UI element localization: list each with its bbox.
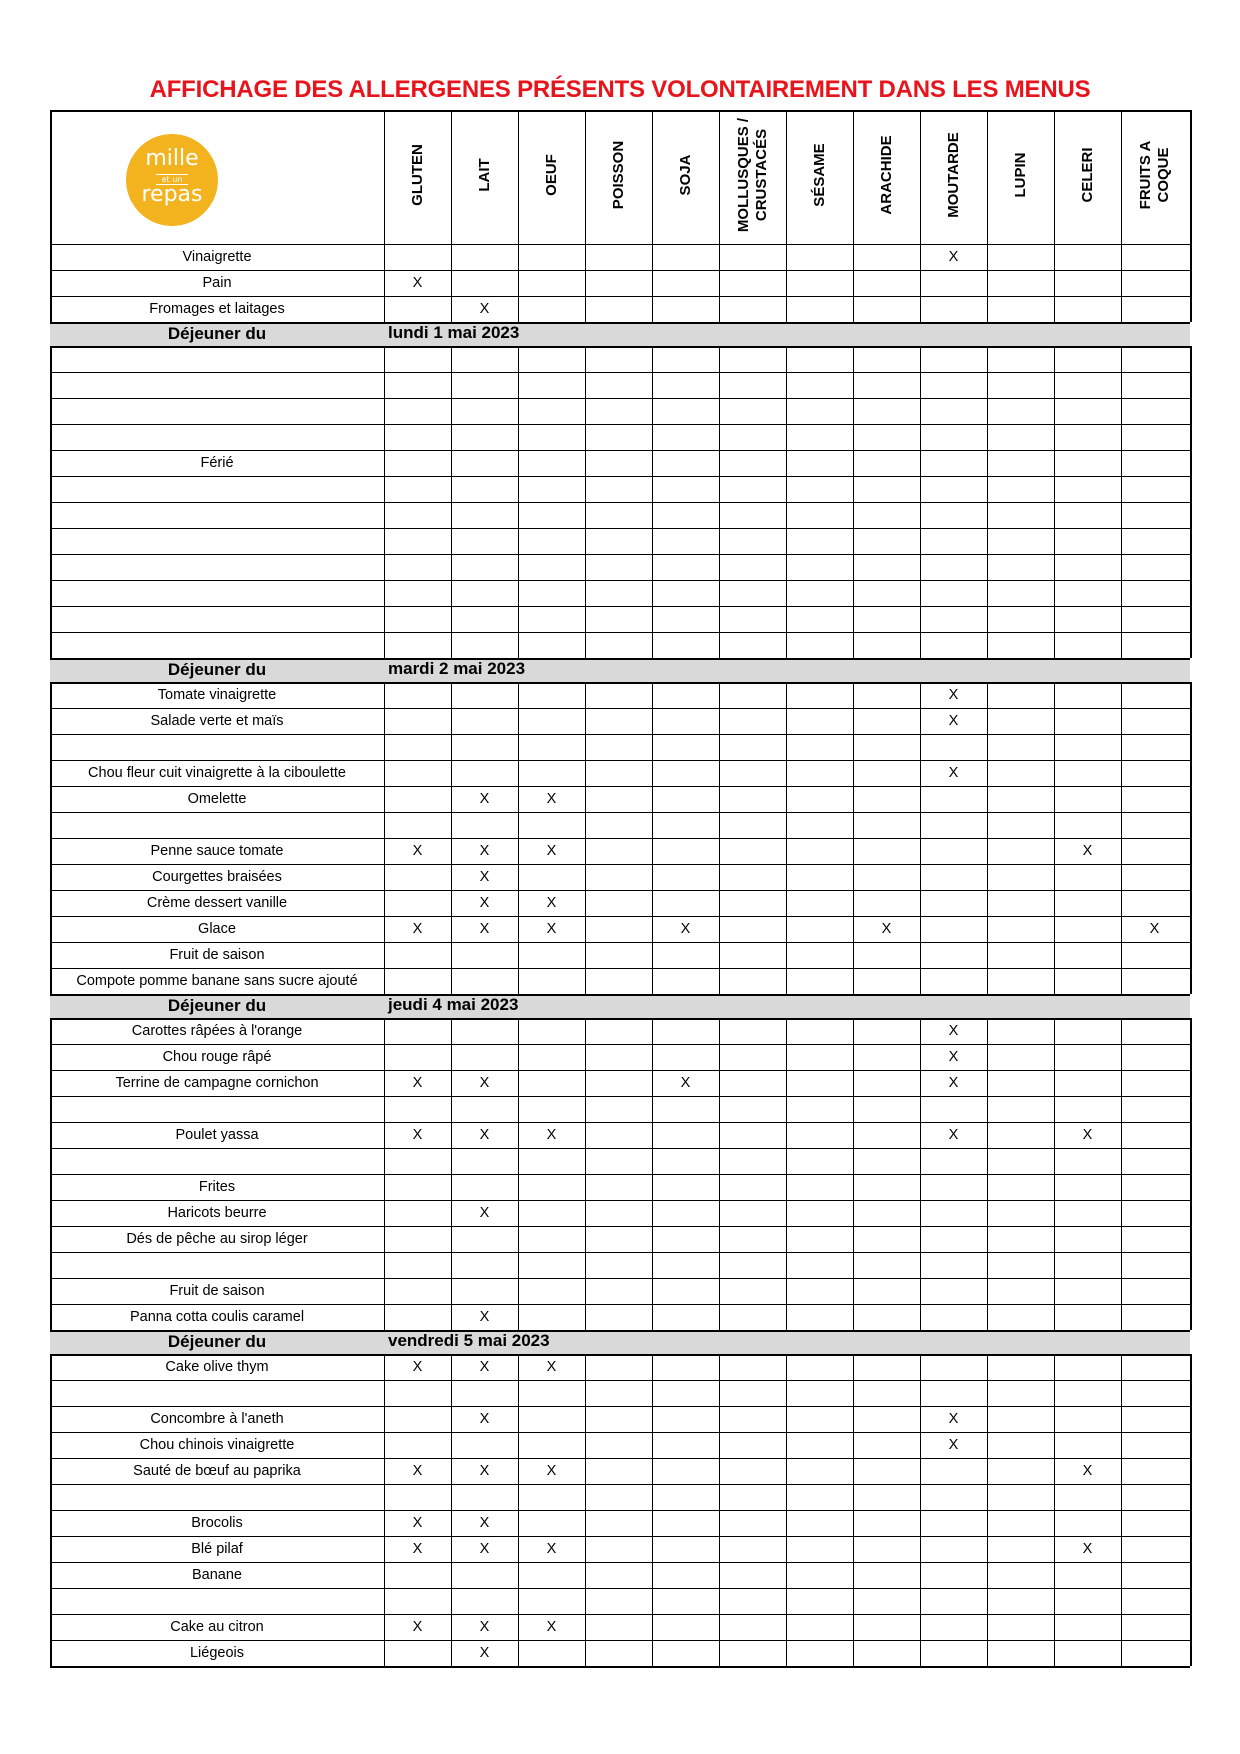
grid-line xyxy=(50,244,1190,246)
logo-line-1: mille xyxy=(145,146,199,171)
table-row xyxy=(50,1588,1190,1614)
grid-line xyxy=(1054,682,1056,994)
grid-line xyxy=(50,554,1190,556)
dish-name: Terrine de campagne cornichon xyxy=(115,1075,319,1091)
allergen-mark: X xyxy=(479,791,490,807)
allergen-mark: X xyxy=(479,1127,490,1143)
allergen-mark: X xyxy=(680,1075,691,1091)
page-title: AFFICHAGE DES ALLERGENES PRÉSENTS VOLONTAIREMENT DANS LES MENUS xyxy=(149,76,1091,103)
allergen-header: ARACHIDE xyxy=(877,135,895,215)
allergen-mark: X xyxy=(546,843,557,859)
dish-name: Haricots beurre xyxy=(167,1205,267,1221)
allergen-mark: X xyxy=(479,1411,490,1427)
table-row xyxy=(50,554,1190,580)
allergen-header: CELERI xyxy=(1078,147,1096,203)
section-date: lundi 1 mai 2023 xyxy=(388,323,520,342)
dish-name: Fromages et laitages xyxy=(149,301,285,317)
grid-line xyxy=(50,1330,1190,1332)
grid-line xyxy=(50,1588,1190,1590)
table-row xyxy=(50,606,1190,632)
dish-name: Glace xyxy=(198,921,236,937)
allergen-mark: X xyxy=(412,1463,423,1479)
table-row xyxy=(50,398,1190,424)
allergen-mark: X xyxy=(412,1359,423,1375)
grid-line xyxy=(451,110,453,322)
grid-line xyxy=(50,1070,1190,1072)
allergen-mark: X xyxy=(479,895,490,911)
grid-line xyxy=(786,346,788,658)
grid-line xyxy=(518,1354,520,1666)
grid-line xyxy=(50,812,1190,814)
grid-line xyxy=(987,1018,989,1330)
grid-line xyxy=(50,1406,1190,1408)
grid-line xyxy=(719,1354,721,1666)
grid-line xyxy=(987,1354,989,1666)
grid-line xyxy=(384,346,386,658)
allergen-mark: X xyxy=(479,301,490,317)
dish-name: Omelette xyxy=(187,791,247,807)
grid-line xyxy=(50,942,1190,944)
dish-name: Pain xyxy=(202,275,232,291)
allergen-mark: X xyxy=(1082,1127,1093,1143)
allergen-mark: X xyxy=(479,1075,490,1091)
grid-line xyxy=(50,1018,52,1330)
grid-line xyxy=(786,1018,788,1330)
grid-line xyxy=(1190,110,1192,322)
allergen-mark: X xyxy=(948,1049,959,1065)
grid-line xyxy=(987,110,989,322)
allergen-header xyxy=(733,95,773,255)
grid-line xyxy=(1121,1354,1123,1666)
grid-line xyxy=(384,682,386,994)
grid-line xyxy=(50,1044,1190,1046)
grid-line xyxy=(719,110,721,322)
grid-line xyxy=(652,1018,654,1330)
dish-name: Salade verte et maïs xyxy=(150,713,284,729)
allergen-mark: X xyxy=(479,1205,490,1221)
grid-line xyxy=(50,270,1190,272)
allergen-header-line: COQUE xyxy=(1154,147,1172,203)
allergen-header xyxy=(1135,95,1175,255)
grid-line xyxy=(50,1380,1190,1382)
dish-name: Liégeois xyxy=(189,1645,244,1661)
grid-line xyxy=(719,1018,721,1330)
grid-line xyxy=(786,1354,788,1666)
grid-line xyxy=(652,346,654,658)
dish-name: Tomate vinaigrette xyxy=(157,687,277,703)
grid-line xyxy=(50,1484,1190,1486)
allergen-mark: X xyxy=(412,1541,423,1557)
table-row xyxy=(50,734,1190,760)
grid-line xyxy=(50,476,1190,478)
grid-line xyxy=(1121,1018,1123,1330)
table-row xyxy=(50,372,1190,398)
allergen-mark: X xyxy=(479,1515,490,1531)
allergen-mark: X xyxy=(412,275,423,291)
grid-line xyxy=(50,1510,1190,1512)
grid-line xyxy=(518,346,520,658)
grid-line xyxy=(50,1354,1190,1356)
grid-line xyxy=(853,1018,855,1330)
table-row xyxy=(50,1252,1190,1278)
allergen-mark: X xyxy=(479,1619,490,1635)
dish-name: Fruit de saison xyxy=(169,1283,265,1299)
grid-line xyxy=(50,1614,1190,1616)
allergen-mark: X xyxy=(948,765,959,781)
grid-line xyxy=(1054,1018,1056,1330)
grid-line xyxy=(1054,110,1056,322)
grid-line xyxy=(1190,346,1192,658)
grid-line xyxy=(50,968,1190,970)
allergen-mark: X xyxy=(479,1645,490,1661)
dish-name: Cake au citron xyxy=(170,1619,264,1635)
grid-line xyxy=(50,632,1190,634)
section-date: jeudi 4 mai 2023 xyxy=(388,995,519,1014)
table-row xyxy=(50,580,1190,606)
grid-line xyxy=(50,658,1190,660)
allergen-mark: X xyxy=(546,1359,557,1375)
dish-name: Poulet yassa xyxy=(175,1127,259,1143)
grid-line xyxy=(50,1018,1190,1020)
allergen-header: SOJA xyxy=(676,154,694,196)
grid-line xyxy=(50,1458,1190,1460)
allergen-mark: X xyxy=(680,921,691,937)
grid-line xyxy=(50,580,1190,582)
grid-line xyxy=(50,424,1190,426)
table-row xyxy=(50,1484,1190,1510)
section-label: Déjeuner du xyxy=(167,660,267,679)
grid-line xyxy=(50,1640,1190,1642)
grid-line xyxy=(920,110,922,322)
allergen-mark: X xyxy=(1082,1463,1093,1479)
grid-line xyxy=(853,346,855,658)
grid-line xyxy=(50,1354,52,1666)
grid-line xyxy=(50,110,52,322)
grid-line xyxy=(50,682,1190,684)
grid-line xyxy=(50,1562,1190,1564)
table-row xyxy=(50,632,1190,658)
allergen-mark: X xyxy=(412,843,423,859)
allergen-mark: X xyxy=(479,1541,490,1557)
grid-line xyxy=(920,346,922,658)
dish-name: Chou fleur cuit vinaigrette à la ciboulette xyxy=(88,765,346,781)
grid-line xyxy=(585,346,587,658)
dish-name: Concombre à l'aneth xyxy=(150,1411,284,1427)
grid-line xyxy=(585,682,587,994)
allergen-mark: X xyxy=(948,1437,959,1453)
grid-line xyxy=(50,1148,1190,1150)
allergen-mark: X xyxy=(412,921,423,937)
allergen-mark: X xyxy=(412,1619,423,1635)
grid-line xyxy=(50,1174,1190,1176)
grid-line xyxy=(585,110,587,322)
grid-line xyxy=(50,110,1190,112)
grid-line xyxy=(50,760,1190,762)
grid-line xyxy=(518,110,520,322)
grid-line xyxy=(652,110,654,322)
grid-line xyxy=(920,682,922,994)
grid-line xyxy=(1121,682,1123,994)
dish-name: Penne sauce tomate xyxy=(150,843,284,859)
grid-line xyxy=(1190,682,1192,994)
grid-line xyxy=(50,398,1190,400)
grid-line xyxy=(50,372,1190,374)
grid-line xyxy=(1190,1018,1192,1330)
grid-line xyxy=(920,1354,922,1666)
allergen-mark: X xyxy=(1149,921,1160,937)
allergen-mark: X xyxy=(948,249,959,265)
grid-line xyxy=(384,1018,386,1330)
grid-line xyxy=(50,786,1190,788)
allergen-header: SÉSAME xyxy=(810,143,828,207)
grid-line xyxy=(518,1018,520,1330)
grid-line xyxy=(50,682,52,994)
grid-line xyxy=(585,1018,587,1330)
allergen-header: MOUTARDE xyxy=(944,132,962,218)
allergen-mark: X xyxy=(546,921,557,937)
logo-line-3: repas xyxy=(141,182,203,207)
table-row xyxy=(50,1148,1190,1174)
grid-line xyxy=(50,1666,1190,1668)
dish-name: Banane xyxy=(192,1567,242,1583)
table-row xyxy=(50,476,1190,502)
allergen-mark: X xyxy=(1082,843,1093,859)
grid-line xyxy=(786,110,788,322)
grid-line xyxy=(518,682,520,994)
grid-line xyxy=(585,1354,587,1666)
allergen-mark: X xyxy=(479,869,490,885)
allergen-mark: X xyxy=(412,1075,423,1091)
grid-line xyxy=(50,346,52,658)
grid-line xyxy=(1190,1354,1192,1666)
allergen-header: POISSON xyxy=(609,140,627,210)
dish-name: Carottes râpées à l'orange xyxy=(131,1023,303,1039)
grid-line xyxy=(50,734,1190,736)
allergen-mark: X xyxy=(479,1309,490,1325)
dish-name: Sauté de bœuf au paprika xyxy=(133,1463,301,1479)
allergen-table xyxy=(50,110,1190,1682)
allergen-mark: X xyxy=(412,1515,423,1531)
allergen-header: OEUF xyxy=(542,154,560,196)
grid-line xyxy=(50,502,1190,504)
grid-line xyxy=(987,346,989,658)
grid-line xyxy=(384,110,386,322)
table-row xyxy=(50,346,1190,372)
table-row xyxy=(50,502,1190,528)
allergen-mark: X xyxy=(948,1127,959,1143)
allergen-mark: X xyxy=(881,921,892,937)
grid-line xyxy=(50,322,1190,324)
allergen-header-line: FRUITS A xyxy=(1136,140,1154,210)
grid-line xyxy=(719,346,721,658)
table-row xyxy=(50,528,1190,554)
grid-line xyxy=(50,1432,1190,1434)
dish-name: Vinaigrette xyxy=(182,249,252,265)
grid-line xyxy=(50,1304,1190,1306)
allergen-header: GLUTEN xyxy=(408,144,426,206)
grid-line xyxy=(50,1096,1190,1098)
allergen-mark: X xyxy=(479,1463,490,1479)
grid-line xyxy=(451,1354,453,1666)
grid-line xyxy=(50,864,1190,866)
grid-line xyxy=(1054,1354,1056,1666)
grid-line xyxy=(853,1354,855,1666)
dish-name: Chou chinois vinaigrette xyxy=(139,1437,295,1453)
allergen-header-line: CRUSTACÉS xyxy=(752,128,770,222)
grid-line xyxy=(853,110,855,322)
grid-line xyxy=(853,682,855,994)
table-row xyxy=(50,1096,1190,1122)
allergen-mark: X xyxy=(479,843,490,859)
grid-line xyxy=(451,682,453,994)
grid-line xyxy=(920,1018,922,1330)
grid-line xyxy=(987,682,989,994)
allergen-mark: X xyxy=(948,1075,959,1091)
section-label: Déjeuner du xyxy=(167,324,267,343)
table-row xyxy=(50,812,1190,838)
grid-line xyxy=(50,1536,1190,1538)
dish-name: Dés de pêche au sirop léger xyxy=(126,1231,308,1247)
grid-line xyxy=(451,346,453,658)
dish-name: Brocolis xyxy=(191,1515,243,1531)
grid-line xyxy=(50,838,1190,840)
allergen-mark: X xyxy=(948,713,959,729)
allergen-mark: X xyxy=(479,1359,490,1375)
grid-line xyxy=(652,1354,654,1666)
grid-line xyxy=(50,296,1190,298)
grid-line xyxy=(50,606,1190,608)
grid-line xyxy=(50,1278,1190,1280)
table-row xyxy=(50,1380,1190,1406)
allergen-mark: X xyxy=(546,1619,557,1635)
grid-line xyxy=(384,1354,386,1666)
grid-line xyxy=(50,1252,1190,1254)
grid-line xyxy=(786,682,788,994)
dish-name: Crème dessert vanille xyxy=(146,895,288,911)
dish-name: Cake olive thym xyxy=(165,1359,269,1375)
allergen-mark: X xyxy=(546,1463,557,1479)
grid-line xyxy=(50,346,1190,348)
allergen-mark: X xyxy=(546,1127,557,1143)
grid-line xyxy=(652,682,654,994)
dish-name: Panna cotta coulis caramel xyxy=(129,1309,305,1325)
grid-line xyxy=(50,708,1190,710)
section-date: mardi 2 mai 2023 xyxy=(388,659,526,678)
grid-line xyxy=(1054,346,1056,658)
allergen-mark: X xyxy=(546,791,557,807)
dish-name: Chou rouge râpé xyxy=(162,1049,272,1065)
logo-line-2: et un xyxy=(156,174,188,185)
allergen-mark: X xyxy=(546,1541,557,1557)
allergen-header: LAIT xyxy=(475,158,493,192)
allergen-mark: X xyxy=(948,687,959,703)
grid-line xyxy=(1121,110,1123,322)
grid-line xyxy=(50,1200,1190,1202)
allergen-header: LUPIN xyxy=(1011,152,1029,198)
dish-name: Frites xyxy=(198,1179,236,1195)
allergen-mark: X xyxy=(948,1023,959,1039)
grid-line xyxy=(50,994,1190,996)
section-date: vendredi 5 mai 2023 xyxy=(388,1331,550,1350)
grid-line xyxy=(719,682,721,994)
grid-line xyxy=(1121,346,1123,658)
allergen-mark: X xyxy=(948,1411,959,1427)
dish-name: Férié xyxy=(200,455,234,471)
grid-line xyxy=(50,1122,1190,1124)
grid-line xyxy=(50,916,1190,918)
section-label: Déjeuner du xyxy=(167,1332,267,1351)
grid-line xyxy=(50,890,1190,892)
allergen-mark: X xyxy=(412,1127,423,1143)
dish-name: Fruit de saison xyxy=(169,947,265,963)
dish-name: Courgettes braisées xyxy=(152,869,282,885)
section-label: Déjeuner du xyxy=(167,996,267,1015)
allergen-header-line: MOLLUSQUES / xyxy=(734,117,752,233)
dish-name: Compote pomme banane sans sucre ajouté xyxy=(76,973,358,989)
grid-line xyxy=(451,1018,453,1330)
allergen-mark: X xyxy=(546,895,557,911)
allergen-mark: X xyxy=(1082,1541,1093,1557)
table-row xyxy=(50,424,1190,450)
grid-line xyxy=(50,1226,1190,1228)
grid-line xyxy=(50,528,1190,530)
grid-line xyxy=(50,450,1190,452)
dish-name: Blé pilaf xyxy=(191,1541,243,1557)
allergen-mark: X xyxy=(479,921,490,937)
